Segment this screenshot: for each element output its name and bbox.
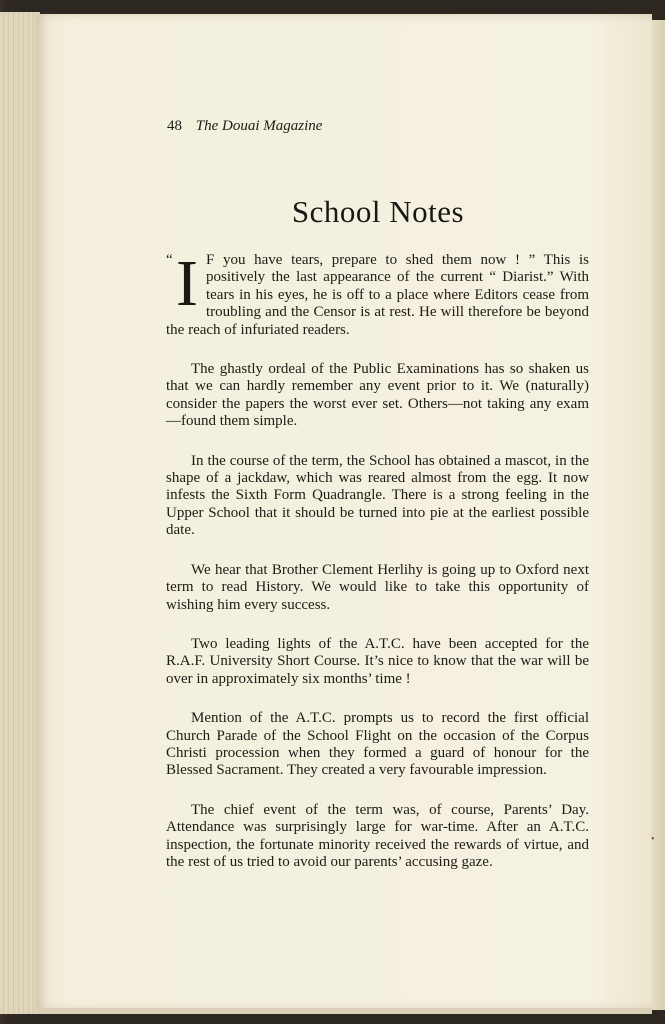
running-head xyxy=(167,118,322,135)
page-bottom-edge xyxy=(36,1008,652,1014)
paragraph-6: Mention of the A.T.C. prompts us to record the first official Church Parade of the School Flight on the occasion of the Corpus Christi procession when they formed a guard of honour for the Blessed Sacrament. They created a very favourable impression. xyxy=(166,710,589,779)
paragraph-3: In the course of the term, the School has obtained a mascot, in the shape of a jackdaw, which was reared almost from the egg. It now infests the Sixth Form Quadrangle. There is a strong feeling in the Upper School that it should be turned into pie at the earliest possible date. xyxy=(166,452,589,539)
page-number: 48 xyxy=(167,118,182,134)
drop-cap: I xyxy=(176,247,198,320)
paragraph-5: Two leading lights of the A.T.C. have been accepted for the R.A.F. University Short Course. It’s nice to know that the war will be over in approximately six months’ time ! xyxy=(166,635,589,687)
magazine-title: The Douai Magazine xyxy=(195,118,323,134)
article-title: School Notes xyxy=(291,194,465,229)
paragraph-2: The ghastly ordeal of the Public Examinations has so shaken us that we can hardly remember any event prior to it. We (naturally) consider the papers the worst ever set. Others—not taking any exam—found them simple. xyxy=(166,361,589,430)
paragraph-7: The chief event of the term was, of course, Parents’ Day. Attendance was surprisingly large for war-time. After an A.T.C. inspection, the fortunate minority received the rewards of virtue, and the rest of us tried to avoid our parents’ accusing gaze. xyxy=(166,801,589,870)
paragraph-1-text: F you have tears, prepare to shed them now ! ” This is positively the last appearance of the current “ Diarist.” With tears in his eyes, he is off to a place where Editors cease from troubling and the Censor is at rest. He will therefore be beyond the reach of infuriated readers. xyxy=(166,252,589,338)
article-body xyxy=(166,247,589,871)
paragraph-4: We hear that Brother Clement Herlihy is going up to Oxford next term to read History. We would like to take this opportunity of wishing him every success. xyxy=(166,561,589,613)
margin-mark: • xyxy=(651,834,655,845)
page-edges xyxy=(0,12,40,1014)
opening-quote-mark: “ xyxy=(166,252,173,268)
opening-paragraph xyxy=(166,247,589,339)
